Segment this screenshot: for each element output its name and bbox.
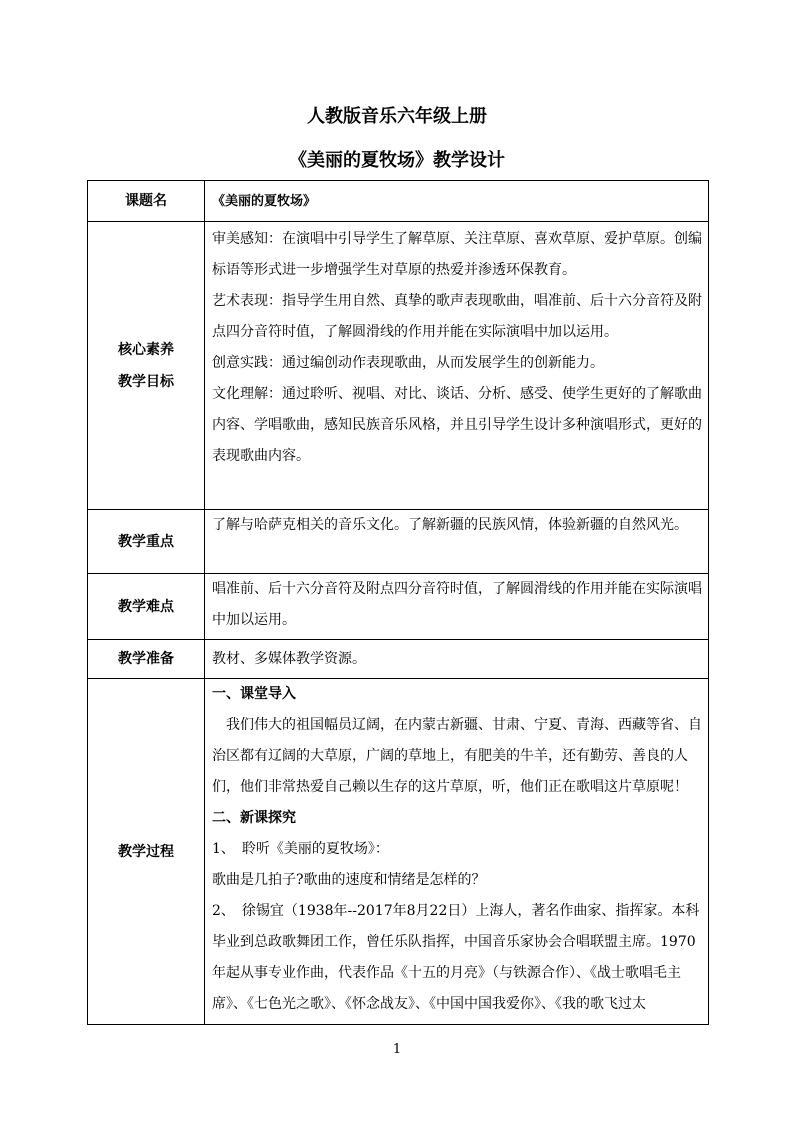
explore-item-1-question: 歌曲是几拍子?歌曲的速度和情绪是怎样的？ [212,872,486,888]
section-intro-heading: 一、课堂导入 [212,686,296,702]
table-row-difficulties [88,574,709,640]
key-points-label: 教学重点 [88,510,205,574]
table-row-topic [88,181,709,222]
goals-label [88,222,205,510]
topic-value: 《美丽的夏牧场》 [205,181,709,222]
difficulties-label: 教学难点 [88,574,205,640]
section-explore-heading: 二、新课探究 [212,810,296,826]
table-row-preparation [88,640,709,679]
process-label: 教学过程 [88,679,205,1025]
table-row-process [88,679,709,1025]
preparation-text: 教材、多媒体教学资源。 [205,640,709,679]
topic-label: 课题名 [88,181,205,222]
goal-aesthetic: 审美感知：在演唱中引导学生了解草原、关注草原、喜欢草原、爱护草原。创编标语等形式进一步增强学生对草原的热爱并渗透环保教育。 [212,231,702,278]
process-content [205,679,709,1025]
goals-content [205,222,709,510]
difficulties-text: 唱准前、后十六分音符及附点四分音符时值，了解圆滑线的作用并能在实际演唱中加以运用。 [205,574,709,640]
goal-culture: 文化理解：通过聆听、视唱、对比、谈话、分析、感受、使学生更好的了解歌曲内容、学唱歌曲，感知民族音乐风格，并且引导学生设计多种演唱形式，更好的表现歌曲内容。 [212,386,702,464]
lesson-plan-table [87,180,709,1025]
document-subtitle: 《美丽的夏牧场》教学设计 [289,150,505,171]
goal-creative: 创意实践：通过编创动作表现歌曲，从而发展学生的创新能力。 [212,355,604,371]
document-title: 人教版音乐六年级上册 [307,106,487,127]
goals-label-line1: 核心素养 [118,341,174,358]
section-intro-text: 我们伟大的祖国幅员辽阔，在内蒙古新疆、甘肃、宁夏、青海、西藏等省、自治区都有辽阔的大草原，广阔的草地上，有肥美的牛羊，还有勤劳、善良的人们，他们非常热爱自己赖以生存的这片草原，听，他们正在歌唱这片草原呢！ [212,717,702,795]
key-points-text: 了解与哈萨克相关的音乐文化。了解新疆的民族风情，体验新疆的自然风光。 [205,510,709,574]
goal-expression: 艺术表现：指导学生用自然、真挚的歌声表现歌曲，唱准前、后十六分音符及附点四分音符时值，了解圆滑线的作用并能在实际演唱中加以运用。 [212,293,702,340]
explore-item-1: 1、 聆听《美丽的夏牧场》： [212,841,389,857]
explore-item-2: 2、 徐锡宜（1938年--2017年8月22日）上海人，著名作曲家、指挥家。本科毕业到总政歌舞团工作，曾任乐队指挥，中国音乐家协会合唱联盟主席。1970年起从事专业作曲，代表作品《十五的月亮》（与铁源合作）、《战士歌唱毛主席》、《七色光之歌》、《怀念战友》、《中国中国我爱你》、《我的歌飞过太 [212,903,700,1012]
table-row-key-points [88,510,709,574]
preparation-label: 教学准备 [88,640,205,679]
page-number: 1 [392,1042,402,1057]
table-row-goals [88,222,709,510]
goals-label-line2: 教学目标 [118,373,174,390]
